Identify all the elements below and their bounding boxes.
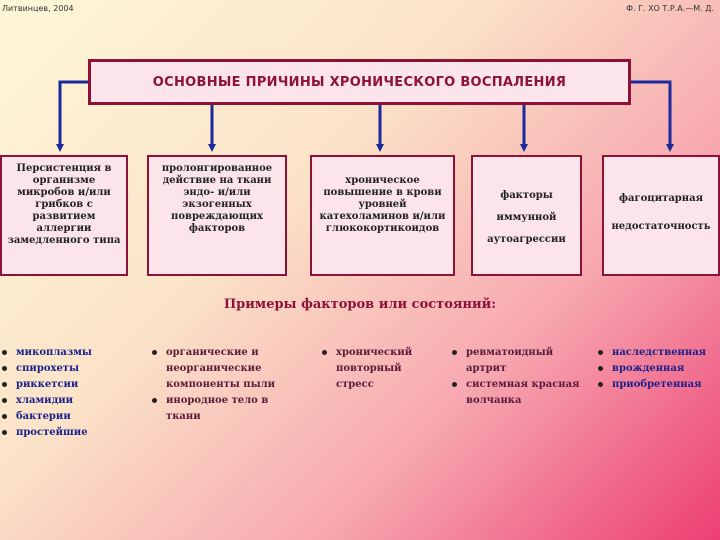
list-item: инородное тело в ткани bbox=[152, 393, 292, 425]
cause-box-autoaggression bbox=[471, 155, 582, 276]
header-caption: Ф. Г. ХО Т.Р.А.—М. Д. bbox=[626, 4, 714, 13]
cause-text: хроническое повышение в крови уровней катехоламинов и/или глюкокортикоидов bbox=[319, 175, 446, 234]
list-item: наследственная bbox=[598, 345, 718, 361]
list-item: приобретенная bbox=[598, 377, 718, 393]
list-item: системная красная волчанка bbox=[452, 377, 582, 409]
examples-list-autoimmune bbox=[452, 345, 582, 409]
examples-list-microbes bbox=[2, 345, 127, 441]
cause-text: пролонгированное действие на ткани эндо- и/или экзогенных повреждающих факторов bbox=[161, 163, 273, 234]
cause-box-phagocytic bbox=[602, 155, 720, 276]
list-item: спирохеты bbox=[2, 361, 127, 377]
list-item: хронический повторный стресс bbox=[322, 345, 442, 393]
list-item: хламидии bbox=[2, 393, 127, 409]
examples-title: Примеры факторов или состояний: bbox=[223, 297, 497, 312]
main-title: ОСНОВНЫЕ ПРИЧИНЫ ХРОНИЧЕСКОГО ВОСПАЛЕНИЯ bbox=[152, 74, 567, 90]
examples-list-damaging-factors bbox=[152, 345, 292, 425]
cause-box-prolonged-action bbox=[147, 155, 287, 276]
cause-text: Персистенция в организме микробов и/или грибков с развитием аллергии замедленного типа bbox=[7, 163, 121, 246]
list-item: риккетсии bbox=[2, 377, 127, 393]
examples-list-stress bbox=[322, 345, 442, 393]
cause-box-hormones bbox=[310, 155, 455, 276]
main-title-box bbox=[88, 59, 631, 105]
cause-text: факторы иммунной аутоагрессии bbox=[487, 190, 566, 245]
list-item: ревматоидный артрит bbox=[452, 345, 582, 377]
list-item: бактерии bbox=[2, 409, 127, 425]
author-caption: Литвинцев, 2004 bbox=[2, 4, 74, 13]
examples-list-insufficiency bbox=[598, 345, 718, 393]
list-item: простейшие bbox=[2, 425, 127, 441]
cause-box-persistence bbox=[0, 155, 128, 276]
cause-text: фагоцитарная недостаточность bbox=[611, 193, 711, 232]
list-item: микоплазмы bbox=[2, 345, 127, 361]
list-item: врожденная bbox=[598, 361, 718, 377]
list-item: органические и неорганические компоненты пыли bbox=[152, 345, 292, 393]
